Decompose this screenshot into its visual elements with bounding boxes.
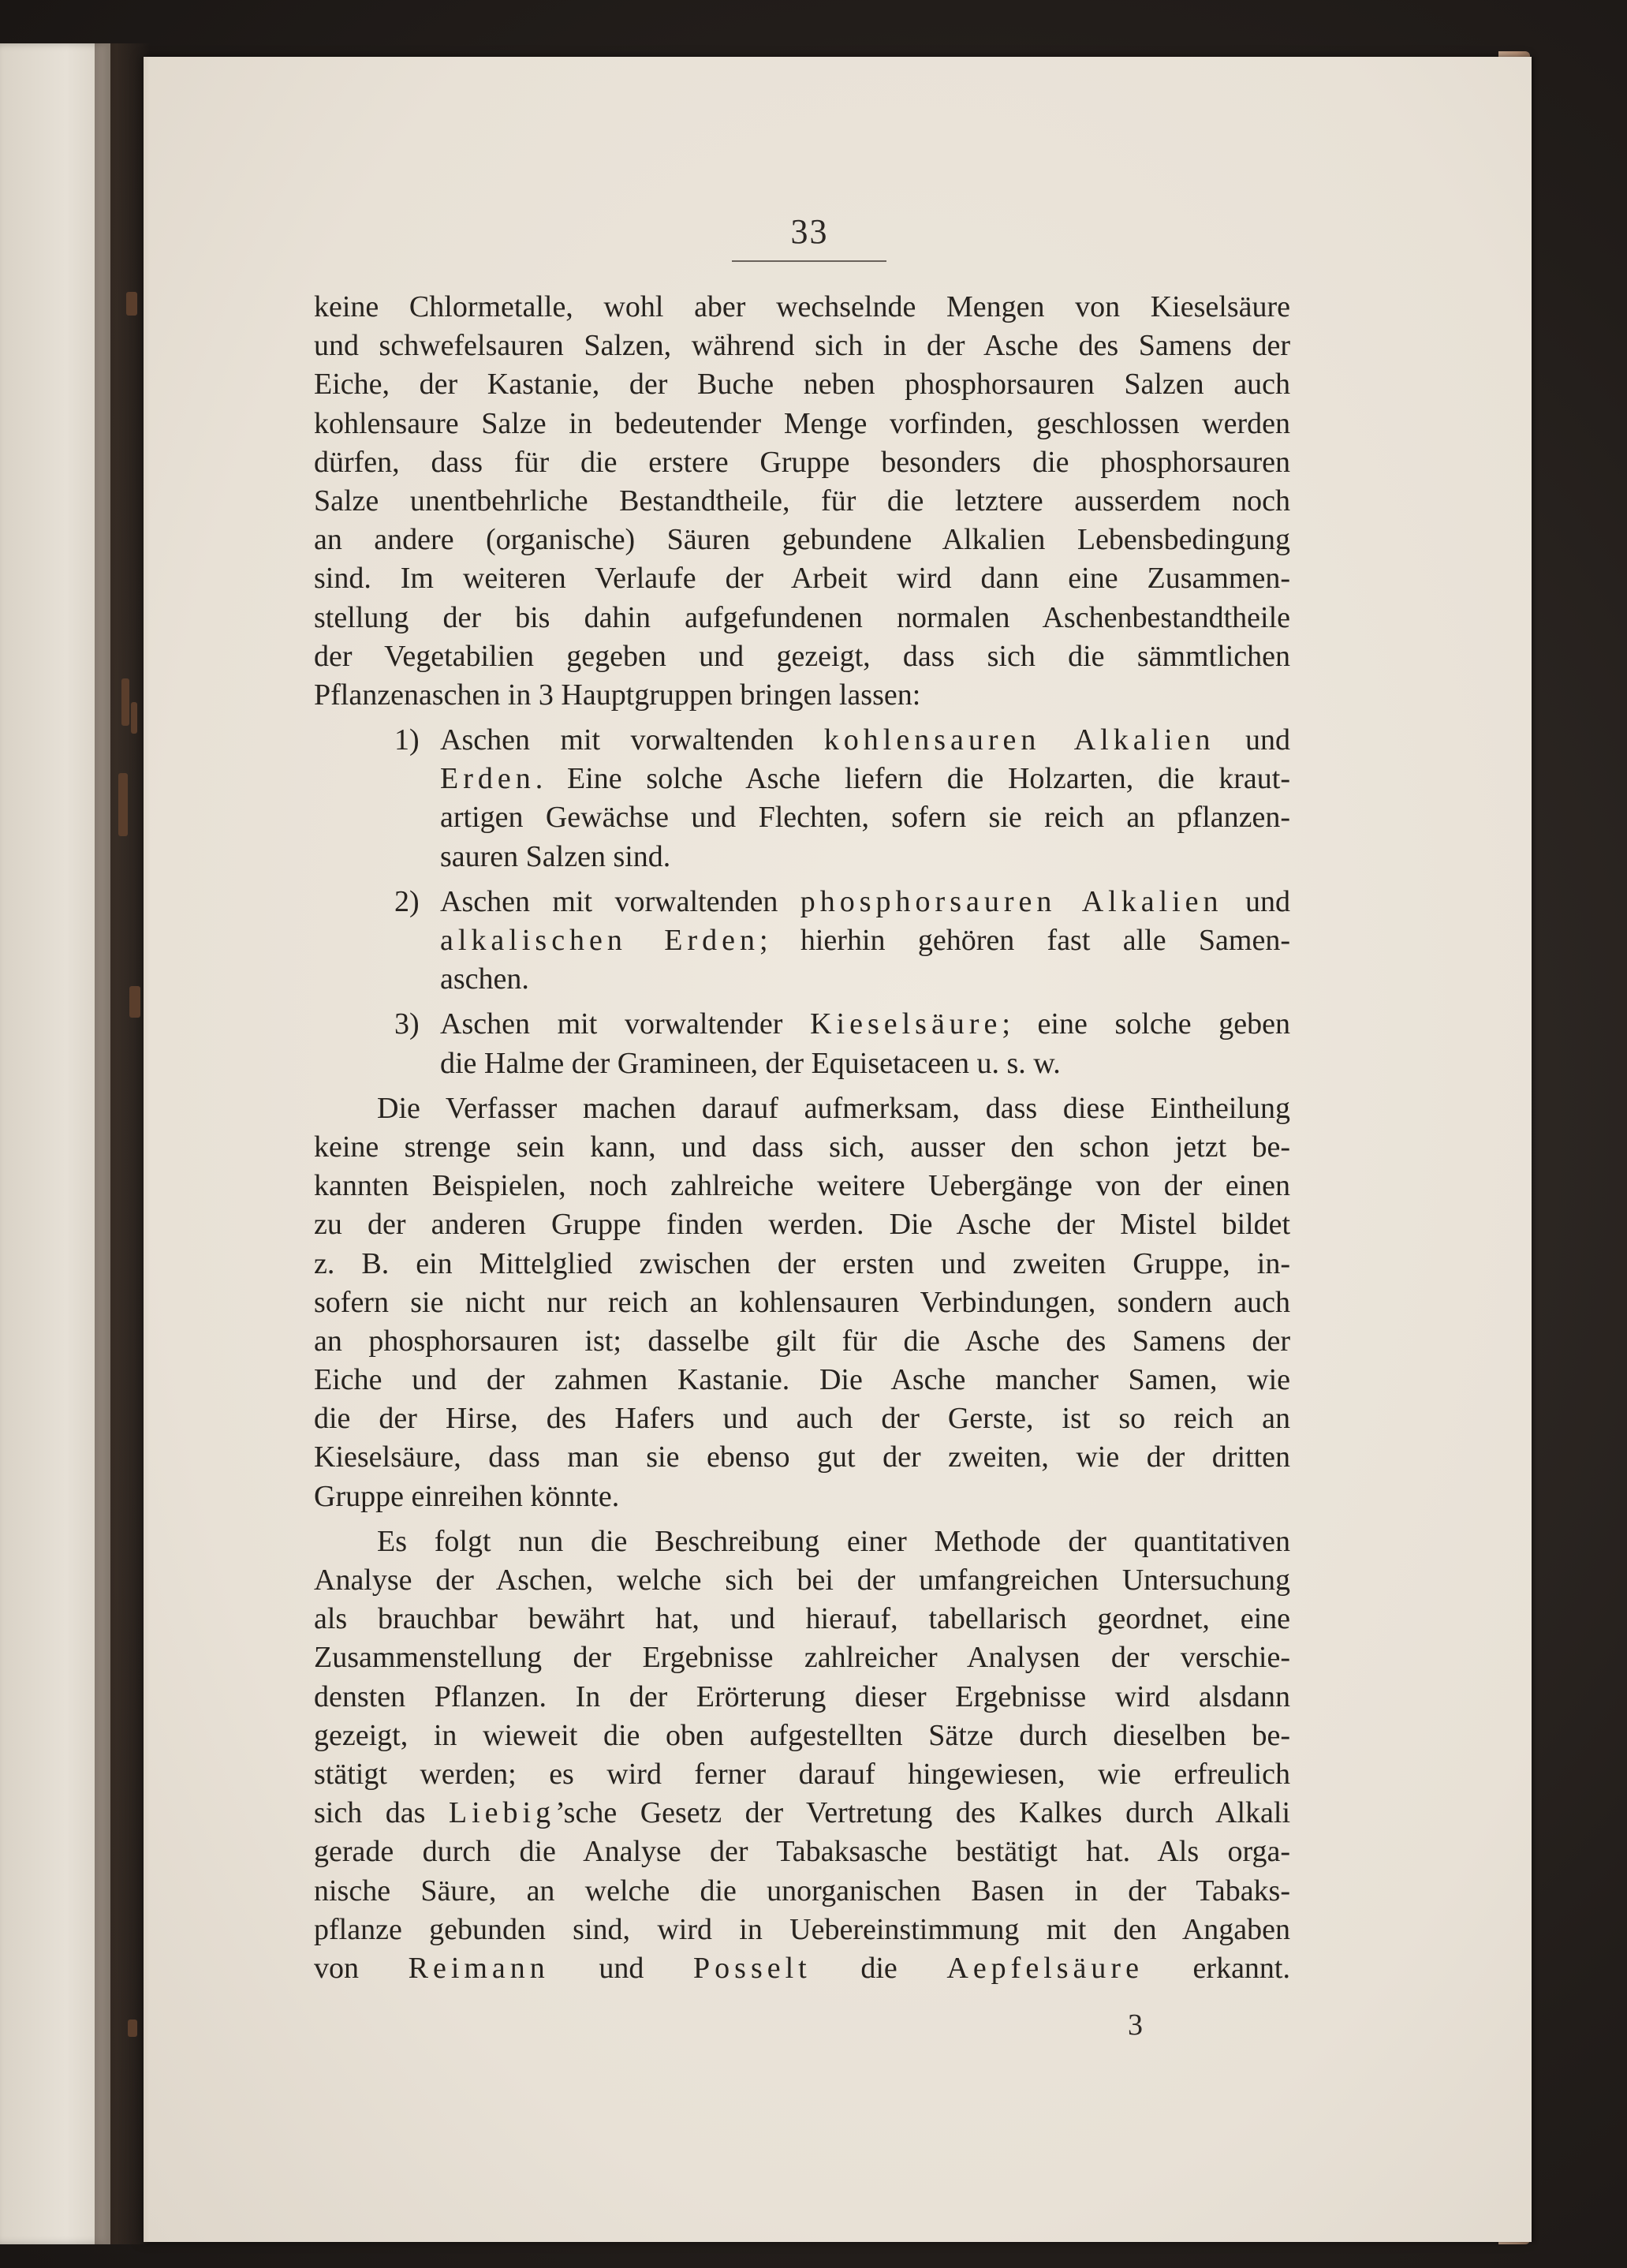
text-segment: pflanze gebunden sind, wird in Uebereinstimmung mit den Angaben [314,1912,1290,1946]
text-line: Pflanzenaschen in 3 Hauptgruppen bringen lassen: [314,678,921,712]
text-segment: die [811,1951,947,1985]
spaced-emphasis: alkalischen Erden [440,924,759,957]
text-line: kannten Beispielen, noch zahlreiche weitere Uebergänge von der einen [314,1169,1290,1203]
text-segment: ; eine solche geben [1002,1007,1290,1041]
stitch-mark [121,678,129,726]
spaced-name: Reimann [408,1951,550,1985]
paragraph-2 [314,1089,1290,1516]
text-line [314,1717,1290,1755]
text-segment: und [1222,884,1290,918]
stitch-mark [131,702,137,734]
body-text [314,288,1290,1988]
spaced-emphasis: Kieselsäure [810,1007,1002,1041]
stitch-mark [118,773,128,836]
paragraph-1 [314,288,1290,715]
text-line [440,721,1290,760]
spaced-emphasis: Erden [440,762,535,796]
text-line: kohlensaure Salze in bedeutender Menge vorfinden, geschlossen werden [314,406,1290,440]
text-line [314,1678,1290,1717]
spaced-name: Aepfelsäure [946,1951,1144,1985]
stitch-mark [129,986,140,1018]
text-segment: Analyse der Aschen, welche sich bei der umfangreichen Untersuchung [314,1564,1290,1597]
text-segment: und [1215,723,1290,757]
text-segment: Aschen mit vorwaltender [440,1007,811,1041]
text-line [314,1755,1290,1794]
stitch-mark [126,292,137,316]
list-item-number: 3) [394,1007,420,1041]
spaced-emphasis: phosphorsauren Alkalien [800,884,1223,918]
text-line: z. B. ein Mittelglied zwischen der ersten und zweiten Gruppe, in- [314,1246,1290,1280]
text-segment: sauren Salzen sind. [440,839,671,873]
text-line [314,1794,1290,1833]
group-list [314,721,1290,1083]
text-segment: sich das [314,1796,449,1830]
page-number: 33 [790,212,829,251]
text-segment: aschen. [440,962,529,996]
text-segment: gezeigt, in wieweit die oben aufgestellten Sätze durch dieselben be- [314,1718,1290,1752]
text-line [440,760,1290,798]
header-rule [732,260,886,262]
text-segment: die Halme der Gramineen, der Equisetaceen u. s. w. [440,1046,1061,1080]
text-line [440,960,1290,999]
list-item [314,721,1290,876]
stitch-mark [128,2020,137,2037]
text-line [314,1600,1290,1638]
text-line [314,1911,1290,1949]
list-item-number: 2) [394,884,420,918]
spaced-emphasis: Liebig [448,1796,556,1830]
text-line [440,838,1290,876]
text-line [314,1638,1290,1677]
text-line: stellung der bis dahin aufgefundenen normalen Aschenbestandtheile [314,600,1290,634]
paragraph-3 [314,1523,1290,1988]
text-line: der Vegetabilien gegeben und gezeigt, dass sich die sämmtlichen [314,639,1290,673]
binding-stitches [85,292,140,2027]
text-line [440,798,1290,837]
text-line: sofern sie nicht nur reich an kohlensauren Verbindungen, sondern auch [314,1285,1290,1319]
text-line: Salze unentbehrliche Bestandtheile, für die letztere ausserdem noch [314,484,1290,517]
text-segment: densten Pflanzen. In der Erörterung dieser Ergebnisse wird alsdann [314,1680,1290,1713]
text-segment: Zusammenstellung der Ergebnisse zahlreicher Analysen der verschie- [314,1641,1290,1675]
text-line: Gruppe einreihen könnte. [314,1479,620,1513]
text-segment: nische Säure, an welche die unorganischen Basen in der Tabaks- [314,1874,1290,1907]
text-line [440,921,1290,960]
text-segment: stätigt werden; es wird ferner darauf hingewiesen, wie erfreulich [314,1757,1290,1791]
text-segment: ; hierhin gehören fast alle Samen- [759,924,1290,957]
list-item [314,1005,1290,1082]
text-segment: gerade durch die Analyse der Tabaksasche bestätigt hat. Als orga- [314,1835,1290,1869]
list-item-number: 1) [394,723,420,757]
text-line [314,1833,1290,1871]
text-segment: artigen Gewächse und Flechten, sofern sie reich an pflanzen- [440,801,1290,835]
text-line: Die Verfasser machen darauf aufmerksam, dass diese Eintheilung [377,1091,1290,1125]
text-line: sind. Im weiteren Verlaufe der Arbeit wird dann eine Zusammen- [314,562,1290,596]
text-segment: und [549,1951,694,1985]
text-line: an andere (organische) Säuren gebundene Alkalien Lebensbedingung [314,523,1290,557]
text-line [440,1005,1290,1044]
text-segment: von [314,1951,409,1985]
text-line [314,1523,1290,1561]
text-line [314,1949,1290,1988]
text-line: Eiche und der zahmen Kastanie. Die Asche mancher Samen, wie [314,1363,1290,1397]
text-segment: Aschen mit vorwaltenden [440,723,824,757]
text-line: dürfen, dass für die erstere Gruppe besonders die phosphorsauren [314,445,1290,479]
signature-mark: 3 [1128,2008,1143,2042]
spaced-emphasis: kohlensauren Alkalien [823,723,1215,757]
text-line [314,1872,1290,1911]
text-segment: Es folgt nun die Beschreibung einer Methode der quantitativen [377,1524,1290,1558]
text-line [440,883,1290,921]
text-line: keine strenge sein kann, und dass sich, ausser den schon jetzt be- [314,1130,1290,1164]
text-line: zu der anderen Gruppe finden werden. Die Asche der Mistel bildet [314,1208,1290,1242]
text-line [440,1044,1290,1083]
text-segment: ’sche Gesetz der Vertretung des Kalkes durch Alkali [555,1796,1290,1830]
text-line: und schwefelsauren Salzen, während sich in der Asche des Samens der [314,329,1290,363]
text-line: an phosphorsauren ist; dasselbe gilt für die Asche des Samens der [314,1324,1290,1358]
text-segment: als brauchbar bewährt hat, und hierauf, tabellarisch geordnet, eine [314,1602,1290,1636]
text-line: die der Hirse, des Hafers und auch der Gerste, ist so reich an [314,1402,1290,1436]
list-item [314,883,1290,999]
text-line: keine Chlormetalle, wohl aber wechselnde Mengen von Kieselsäure [314,290,1290,323]
spaced-name: Posselt [693,1951,812,1985]
text-segment: Aschen mit vorwaltenden [440,884,800,918]
text-segment: . Eine solche Asche liefern die Holzarten, die kraut- [535,762,1290,796]
text-line [314,1561,1290,1600]
text-segment: erkannt. [1143,1951,1290,1985]
text-line: Eiche, der Kastanie, der Buche neben phosphorsauren Salzen auch [314,368,1290,402]
text-line: Kieselsäure, dass man sie ebenso gut der zweiten, wie der dritten [314,1440,1290,1474]
